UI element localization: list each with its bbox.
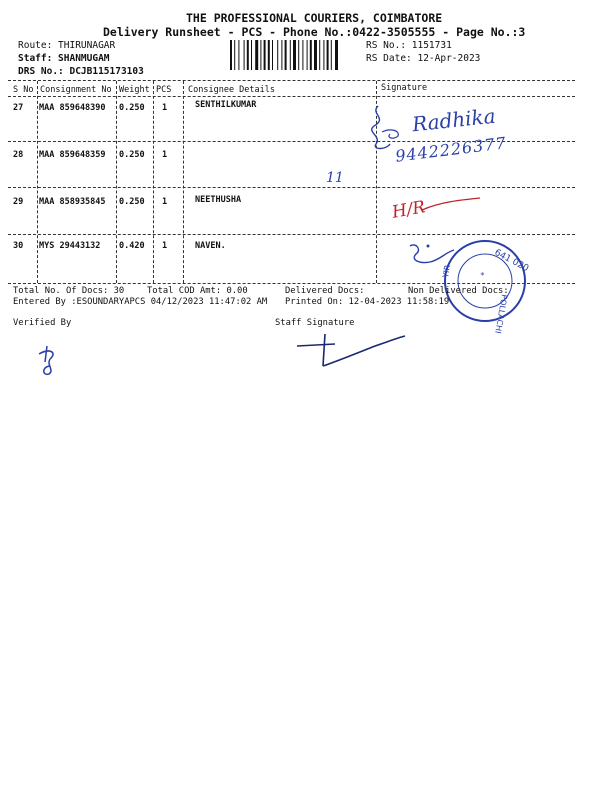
barcode-bar [255,40,258,70]
barcode-bar [238,40,239,70]
verified-by-label: Verified By [13,318,72,328]
row27-weight: 0.250 [119,103,145,113]
row30-weight: 0.420 [119,241,145,251]
barcode-bar [302,40,303,70]
row30-pcs: 1 [162,241,168,251]
barcode-bar [285,40,287,70]
row28-sno: 28 [13,150,24,160]
col-header-consignment: Consignment No [40,85,112,95]
barcode-bar [298,40,299,70]
row27-handwritten-phone: 9442226377 [394,133,508,166]
row28-handwritten-mark: 11 [326,170,344,186]
svg-text:*: * [480,271,485,280]
row27-handwritten-name: Radhika [410,103,497,137]
row29-consignee: NEETHUSHA [195,195,242,205]
barcode-bar [319,40,320,70]
row28-consignment: MAA 859648359 [39,150,106,160]
barcode-bar [268,40,270,70]
stamp-text-side: POLLACHI [493,293,509,335]
barcode-bar [310,40,312,70]
row29-red-underline [420,196,500,216]
staff-signature-scribble [295,328,415,378]
col-header-weight: Weight [119,85,150,95]
row29-consignment: MAA 858935845 [39,197,106,207]
barcode-bar [323,40,324,70]
row28-weight: 0.250 [119,150,145,160]
table-top-rule [8,80,575,81]
barcode-bar [244,40,245,70]
barcode-bar [247,40,249,70]
row27-consignee: SENTHILKUMAR [195,100,257,110]
post-office-stamp [440,236,531,335]
barcode-bar [307,40,308,70]
rs-number: RS No.: 1151731 [366,40,452,51]
route-label: Route: THIRUNAGAR [18,40,116,51]
row29-sno: 29 [13,197,24,207]
barcode-bar [234,40,235,70]
total-cod: Total COD Amt: 0.00 [147,286,248,296]
runsheet-subtitle: Delivery Runsheet - PCS - Phone No.:0422-3505555 - Page No.:3 [103,25,526,39]
row30-sno: 30 [13,241,24,251]
stamp-text-left: YIR [441,264,453,279]
barcode-bar [293,40,296,70]
row28-rule [8,187,575,188]
barcode-bar [335,40,338,70]
delivered-docs: Delivered Docs: [285,286,365,296]
barcode-bar [264,40,266,70]
col-header-signature: Signature [381,83,428,93]
total-docs: Total No. Of Docs: 30 [13,286,125,296]
table-header-rule [8,96,575,97]
barcode [230,40,358,70]
verified-by-signature [35,342,75,382]
row29-weight: 0.250 [119,197,145,207]
barcode-bar [327,40,329,70]
drs-number: DRS No.: DCJB115173103 [18,66,144,77]
barcode-bar [251,40,252,70]
row29-handwritten-mark: H/R [390,197,427,223]
row28-pcs: 1 [162,150,168,160]
col-header-pcs: PCS [156,85,172,95]
barcode-bar [260,40,261,70]
row27-sno: 27 [13,103,24,113]
col-header-consignee: Consignee Details [188,85,275,95]
row29-pcs: 1 [162,197,168,207]
entered-by: Entered By :ESOUNDARYAPCS 04/12/2023 11:47:02 AM [13,297,268,307]
non-delivered-docs: Non Delivered Docs: [408,286,509,296]
staff-label: Staff: SHANMUGAM [18,53,110,64]
col-header-sno: S No [13,85,34,95]
barcode-bar [331,40,332,70]
row27-consignment: MAA 859648390 [39,103,106,113]
col-sep-1 [37,81,38,283]
col-sep-4 [183,81,184,283]
barcode-bar [272,40,273,70]
row30-consignment: MYS 29443132 [39,241,101,251]
row30-consignee: NAVEN. [195,241,226,251]
barcode-bar [290,40,291,70]
col-sep-3 [153,81,154,283]
stamp-text-top: 641 020 [492,247,531,275]
printed-on: Printed On: 12-04-2023 11:58:19 [285,297,450,307]
company-title: THE PROFESSIONAL COURIERS, COIMBATORE [186,11,443,25]
barcode-bar [230,40,232,70]
barcode-bar [277,40,278,70]
row29-rule [8,234,575,235]
row27-pcs: 1 [162,103,168,113]
staff-signature-label: Staff Signature [275,318,355,328]
col-sep-2 [116,81,117,283]
rs-date: RS Date: 12-Apr-2023 [366,53,481,64]
barcode-bar [281,40,282,70]
barcode-bar [314,40,317,70]
